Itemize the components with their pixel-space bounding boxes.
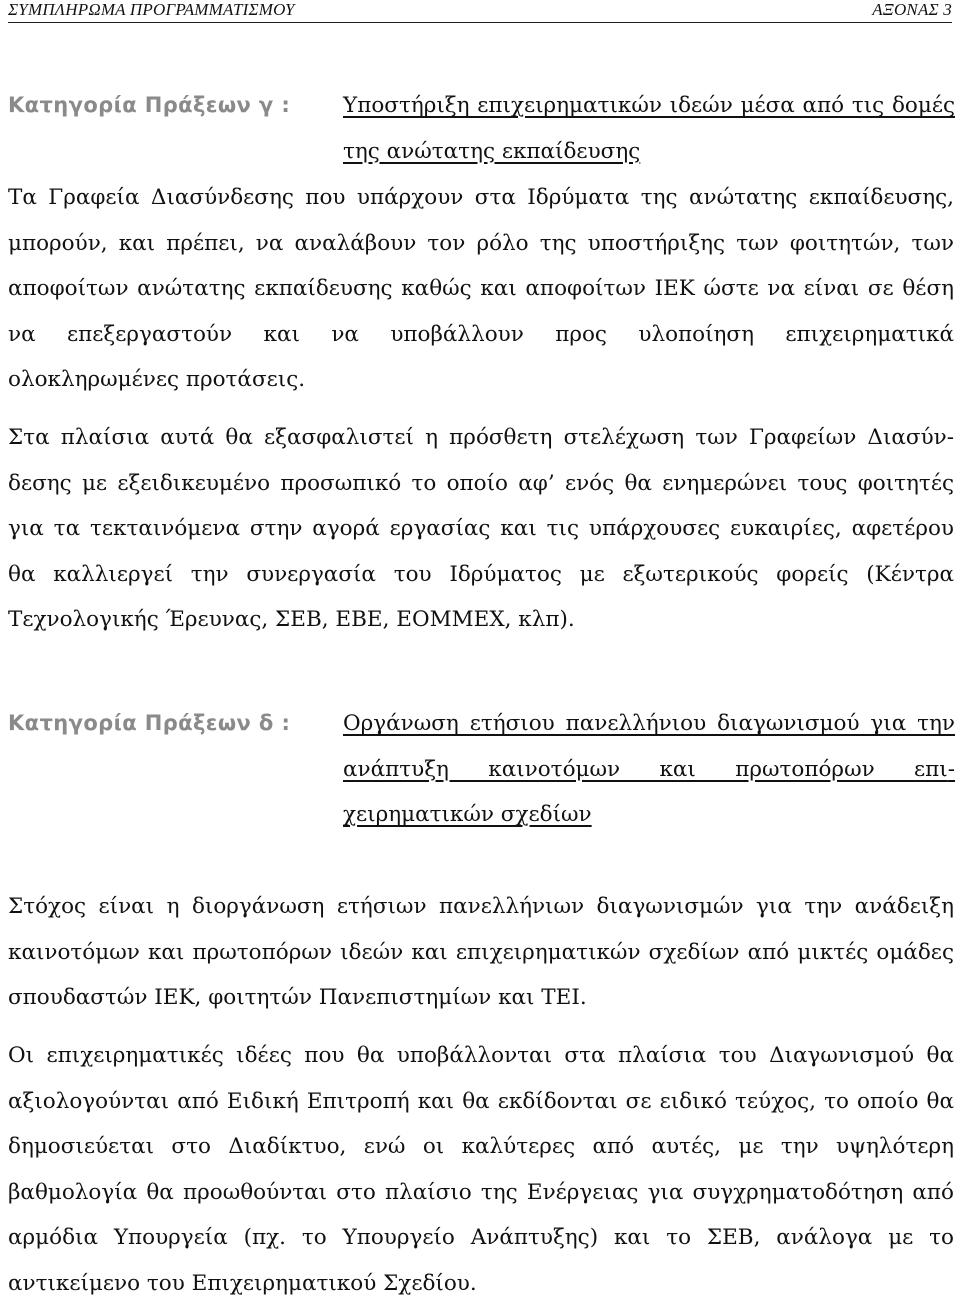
category-c-heading [8,83,954,175]
category-d-heading [8,701,954,839]
paragraph-d-1: Στόχος είναι η διοργάνωση ετήσιων πανελλήνιων διαγωνισμών για την ανάδειξη καινοτόμων και πρωτοπόρων ιδεών και επιχειρηματικών σχεδίων από μικτές ομάδες σπουδαστών ΙΕΚ, φοιτητών Πανεπιστημίων και ΤΕΙ. [8,894,954,1010]
category-d-title: Οργάνωση ετήσιου πανελλήνιου διαγωνισμού για την ανάπτυξη καινοτόμων και πρωτοπόρων επιχειρηματικών σχεδίων [343,711,955,827]
header-right-title: ΑΞΟΝΑΣ 3 [872,0,952,19]
category-c-label: Κατηγορία Πράξεων γ : [8,93,291,117]
category-d-label: Κατηγορία Πράξεων δ : [8,711,291,735]
paragraph-c-1: Τα Γραφεία Διασύνδεσης που υπάρχουν στα Ιδρύματα της ανώτατης εκπαίδευσης, μπορούν, και πρέπει, να αναλάβουν τον ρόλο της υποστήριξης των φοιτητών, των αποφοίτων ανώτατης εκπαίδευσης καθώς και αποφοίτων ΙΕΚ ώστε να είναι σε θέση να επεξεργαστούν και να υποβάλλουν προς υλοποίηση επιχειρηματικά ολοκληρωμένες προτάσεις. [8,185,954,392]
category-c-title: Υποστήριξη επιχειρηματικών ιδεών μέσα από τις δομές της ανώτατης εκπαίδευσης [343,93,955,164]
paragraph-d-2: Οι επιχειρηματικές ιδέες που θα υποβάλλονται στα πλαίσια του Διαγωνισμού θα αξιολογούνται από Ειδική Επιτροπή και θα εκδίδονται σε ειδικό τεύχος, το οποίο θα δημοσιεύεται στο Διαδίκτυο, ενώ οι καλύτερες από αυτές, με την υψηλότερη βαθμολογία θα προωθούνται στο πλαίσιο της Ενέργειας για συγχρηματοδότηση από αρμόδια Υπουργεία (πχ. το Υπουργείο Ανάπτυξης) και το ΣΕΒ, ανάλογα με το αντικείμενο του Επιχειρηματικού Σχεδίου. [8,1043,954,1296]
running-header [8,0,952,23]
header-left-title: ΣΥΜΠΛΗΡΩΜΑ ΠΡΟΓΡΑΜΜΑΤΙΣΜΟΥ [8,0,295,19]
paragraph-c-2: Στα πλαίσια αυτά θα εξασφαλιστεί η πρόσθετη στελέχωση των Γραφείων Διασύνδεσης με εξειδικευμένο προσωπικό το οποίο αφ’ ενός θα ενημερώνει τους φοιτητές για τα τεκταινόμενα στην αγορά εργασίας και τις υπάρχουσες ευκαιρίες, αφετέρου θα καλλιεργεί την συνεργασία του Ιδρύματος με εξωτερικούς φορείς (Κέντρα Τεχνολογικής Έρευνας, ΣΕΒ, ΕΒΕ, ΕΟΜΜΕΧ, κλπ). [8,425,954,632]
